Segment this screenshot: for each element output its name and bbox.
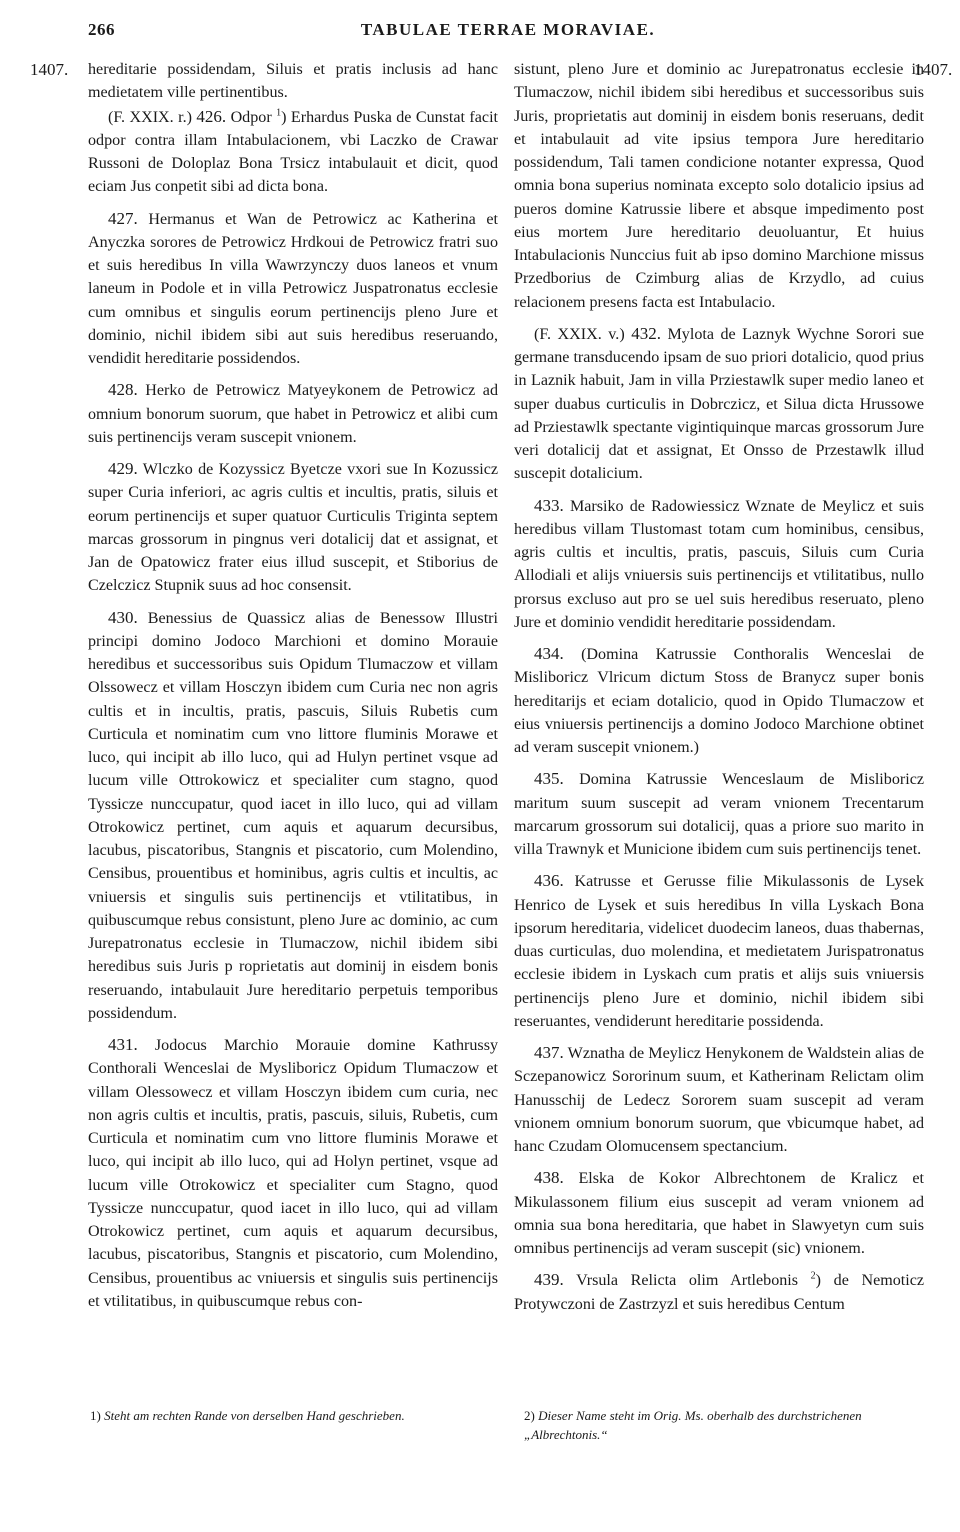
footnote-reference: 1 [276, 107, 282, 119]
entry-430: 430. Benessius de Quassicz alias de Benessow Illustri principi domino Jodoco Marchioni et domino Morauie heredibus et successoribus suis Opidum Tlumaczow et villam Olssowecz et villam Hosczyn ibidem cum Curia nec non agris cultis et in incultis, pratis, pascuis, Siluis Rubetis cum Curticula et nominatim cum vno littore fluminis Morawe et luco, qui incipit ab illo luco, qui ad Hulyn pertinet vsque ad lucum ville Ottrokowicz et specialiter cum stagno, quod Tyssicze nunccupatur, quod iacet in illo luco, qui ad villam Otrokowicz pertinet, cum aquis et aquarum decursibus, lacubus, piscatoribus, Stangnis et piscatorio, cum Molendino, Censibus, prouentibus et hominibus, agris cultis et incultis, ac vniuersis et singulis suis pertinencijs et vtilitatibus, in quibuscumque rebus consistunt, pleno Jure ac dominio, ac cum Jurepatronatus ecclesie in Tlumaczow, nichil ibidem sibi heredibus suis Juris p roprietatis aut dominij in eisdem bonis reseruando, intabulauit Jure hereditario perpetuis temporibus possidendum. [88, 607, 498, 1022]
folio-reference: (F. XXIX. r.) [108, 108, 192, 126]
running-title: TABULAE TERRAE MORAVIAE. [360, 20, 656, 39]
entry-438: 438. Elska de Kokor Albrechtonem de Kralicz et Mikulassonem filium eius suscepit ad veram vnionem ad omnia sua bona hereditaria, que habet in Slawyetyn cum suis omnibus pertinencijs ad veram suscepit (sic) vnionem. [514, 1168, 924, 1257]
entry-426: (F. XXIX. r.) 426. Odpor $^1$) Erhardus Puska de Cunstat facit odpor contra illam Intabulacionem, vbi Laczko de Crawar Russoni de Doloplaz Bona Trsicz intabulauit et dicit, quod eciam Jus conpetit sibi ad dicta bona. [88, 106, 499, 196]
entry-number: 434. [534, 644, 564, 663]
footnote-mark: 1) [90, 1408, 101, 1423]
entry-439: 439. Vrsula Relicta olim Artlebonis $^2$) de Nemoticz Protywczoni de Zastrzyzl et suis heredibus Centum [514, 1270, 925, 1313]
left-column [88, 58, 498, 1313]
page-number: 266 [88, 20, 115, 39]
year-marker-left: 1407. [30, 60, 69, 79]
entry-number: 431. [108, 1035, 138, 1054]
entry-427: 427. Hermanus et Wan de Petrowicz ac Katherina et Anyczka sorores de Petrowicz Hrdkoui de Petrowicz fratri suo et suis heredibus In villa Wawrzynczy duos laneos et vnum laneum in Podole et in villa Petrowicz Juspatronatus ecclesie cum omnibus et singulis eorum pertinencijs pleno Jure et dominio, nichil ibidem sibi aut suis heredibus reseruando, vendidit hereditarie possidendos. [88, 208, 498, 367]
footnote-1: 1) Steht am rechten Rande von derselben Hand geschrieben. [90, 1408, 405, 1423]
page-header [88, 20, 928, 48]
entry-434: 434. (Domina Katrussie Conthoralis Wenceslai de Misliboricz Vlricum dictum Stoss de Branycz super bonis hereditarijs et eciam dotalicio, quod in Opido Tlumaczow et eius vniuersis pertinencijs a domino Jodoco Marchione obtinet ad veram suscepit vnionem.) [514, 644, 924, 756]
entry-number: 430. [108, 607, 138, 627]
year-marker-right: 1407. [914, 60, 953, 79]
entry-number: 437. [534, 1043, 564, 1062]
entry-433: 433. Marsiko de Radowiessicz Wznate de Meylicz et suis heredibus villam Tlustomast totam cum hominibus, censibus, agris cultis et incultis, pratis, pascuis, Siluis cum Curia Allodiali et alijs vniuersis suis pertinencijs et vtilitatibus, nullo prorsus excluso aut pro se uel suis heredibus reseruato, pleno Jure et dominio vendidit hereditarie possidendam. [514, 495, 924, 631]
folio-reference: (F. XXIX. v.) [534, 325, 625, 343]
entry-437: 437. Wznatha de Meylicz Henykonem de Waldstein alias de Sczepanowicz Sororinum suum, et Katherinam Relictam olim Hanusschij de Ledecz Sororem suam suscepit ad veram vnionem omnium bonorum suorum, que vbicumque habet, ad hanc Czudam Olomucensem spectancium. [514, 1043, 925, 1155]
entry-435: 435. Domina Katrussie Wenceslaum de Misliboricz maritum suum suscepit ad veram vnionem Trecentarum marcarum grossorum sui dotalicij, quas a priore suo marito in villa Trawnyk et Municione ibidem cum suis pertinencijs tenet. [514, 769, 924, 858]
entry-432: (F. XXIX. v.) 432. Mylota de Laznyk Wychne Sorori sue germane transducendo ipsam de suo priori dotalicio, quod prius in Laznik habuit, Jam in villa Prziestawlk super medio laneo et super duabus curticulis in Dobrczicz, et Silua dicta Hrussowe ad Prziestawlk spectante vigintiquinque marcas grossorum Jure veri dotalicij dat et assignat, Et Onsso de Przestawlk illud suscepit dotalicium. [514, 323, 924, 483]
entry-number: 426. [196, 106, 227, 126]
entry-431: 431. Jodocus Marchio Morauie domine Kathrussy Conthorali Wenceslai de Mysliboricz Opidum Tlumaczow et villam Olessowecz et villam Hosczyn ibidem cum curia, nec non agris cultis et incultis, pratis, pascuis, siluis, Rubetis, cum Curticula et nominatim cum vno littore fluminis Morawe et luco, qui incipit ab illo luco, qui ad Holyn pertinet, vsque ad lucum ville Otrokowicz et specialiter cum Stagno, quod Tyssicze nunccupatur, quod iacet in illo luco, qui ad villam Otrokowicz pertinet, cum aquis et aquarum decursibus, lacubus, piscatoribus, Stangnis et piscatorio, cum Molendino, Censibus, prouentibus ac vniuersis et singulis suis pertinencijs et vtilitatibus, in quibuscumque rebus con- [88, 1035, 499, 1310]
entry-428: 428. Herko de Petrowicz Matyeykonem de Petrowicz ad omnium bonorum suorum, que habet in Petrowicz et alibi cum suis pertinencijs veram suscepit vnionem. [88, 380, 498, 446]
entry-continuation: hereditarie possidendam, Siluis et pratis inclusis ad hanc medietatem ville pertinentibus. [88, 61, 498, 102]
footnote-reference: 2 [810, 1270, 816, 1282]
entry-436: 436. Katrusse et Gerusse filie Mikulassonis de Lysek Henrico de Lysek et suis heredibus In villa Lyskach Bona ipsorum hereditaria, videlicet duodecim laneos, duas thabernas, duas curticulas, duo molendina, et medietatem Jurispatronatus ecclesie ibidem in Lyskach cum pratis et alijs suis vniuersis pertinencijs pleno Jure et dominio, nichil ibidem sibi reseruantes, vendiderunt hereditarie possidenda. [514, 871, 924, 1030]
right-column [514, 58, 924, 1316]
entry-429: 429. Wlczko de Kozyssicz Byetcze vxori sue In Kozussicz super Curia inferiori, ac agris cultis et incultis, pratis, siluis et eorum pertinencijs et super quatuor Curticulis Triginta septem marcas grossorum in pingnus veri dotalicij dat et assignat, et Jan de Opatowicz frater eius illud suscepit, et Stiborius de Czelczicz Stupnik suus ad hoc consensit. [88, 459, 499, 595]
entry-number: 438. [534, 1168, 564, 1188]
entry-number: 427. [108, 208, 138, 228]
entry-number: 428. [108, 380, 138, 400]
footnote-2: 2) Dieser Name steht im Orig. Ms. oberhalb des durchstrichenen „Albrechtonis.“ [524, 1408, 862, 1442]
entry-continuation: sistunt, pleno Jure et dominio ac Jurepatronatus ecclesie in Tlumaczow, nichil ibidem sibi heredibus et successoribus suis Juris, proprietatis aut dominij in eisdem bonis reseruans, dedit et intabulauit ad vite ipsius tempora Jure hereditario possidendum, Tali tamen condicione notanter expressa, Quod omnia bona superius nominata excepto solo dotalicio ipsius ad pueros domine Katrussie libere et absque impedimento post eius mortem Jure hereditario deuoluantur, Et huius Intabulacionis Nunccius fuit ab ipso domino Marchione missus Przedborius de Czimburg alias de Krzydlo, ad cuius relacionem presens facta est Intabulacio. [514, 61, 924, 311]
entry-number: 432. [631, 323, 661, 343]
entry-number: 429. [108, 459, 138, 478]
entry-number: 436. [534, 871, 564, 891]
footnote-mark: 2) [524, 1408, 535, 1423]
entry-number: 435. [534, 769, 564, 789]
entry-number: 439. [534, 1270, 564, 1290]
entry-number: 433. [534, 495, 564, 515]
